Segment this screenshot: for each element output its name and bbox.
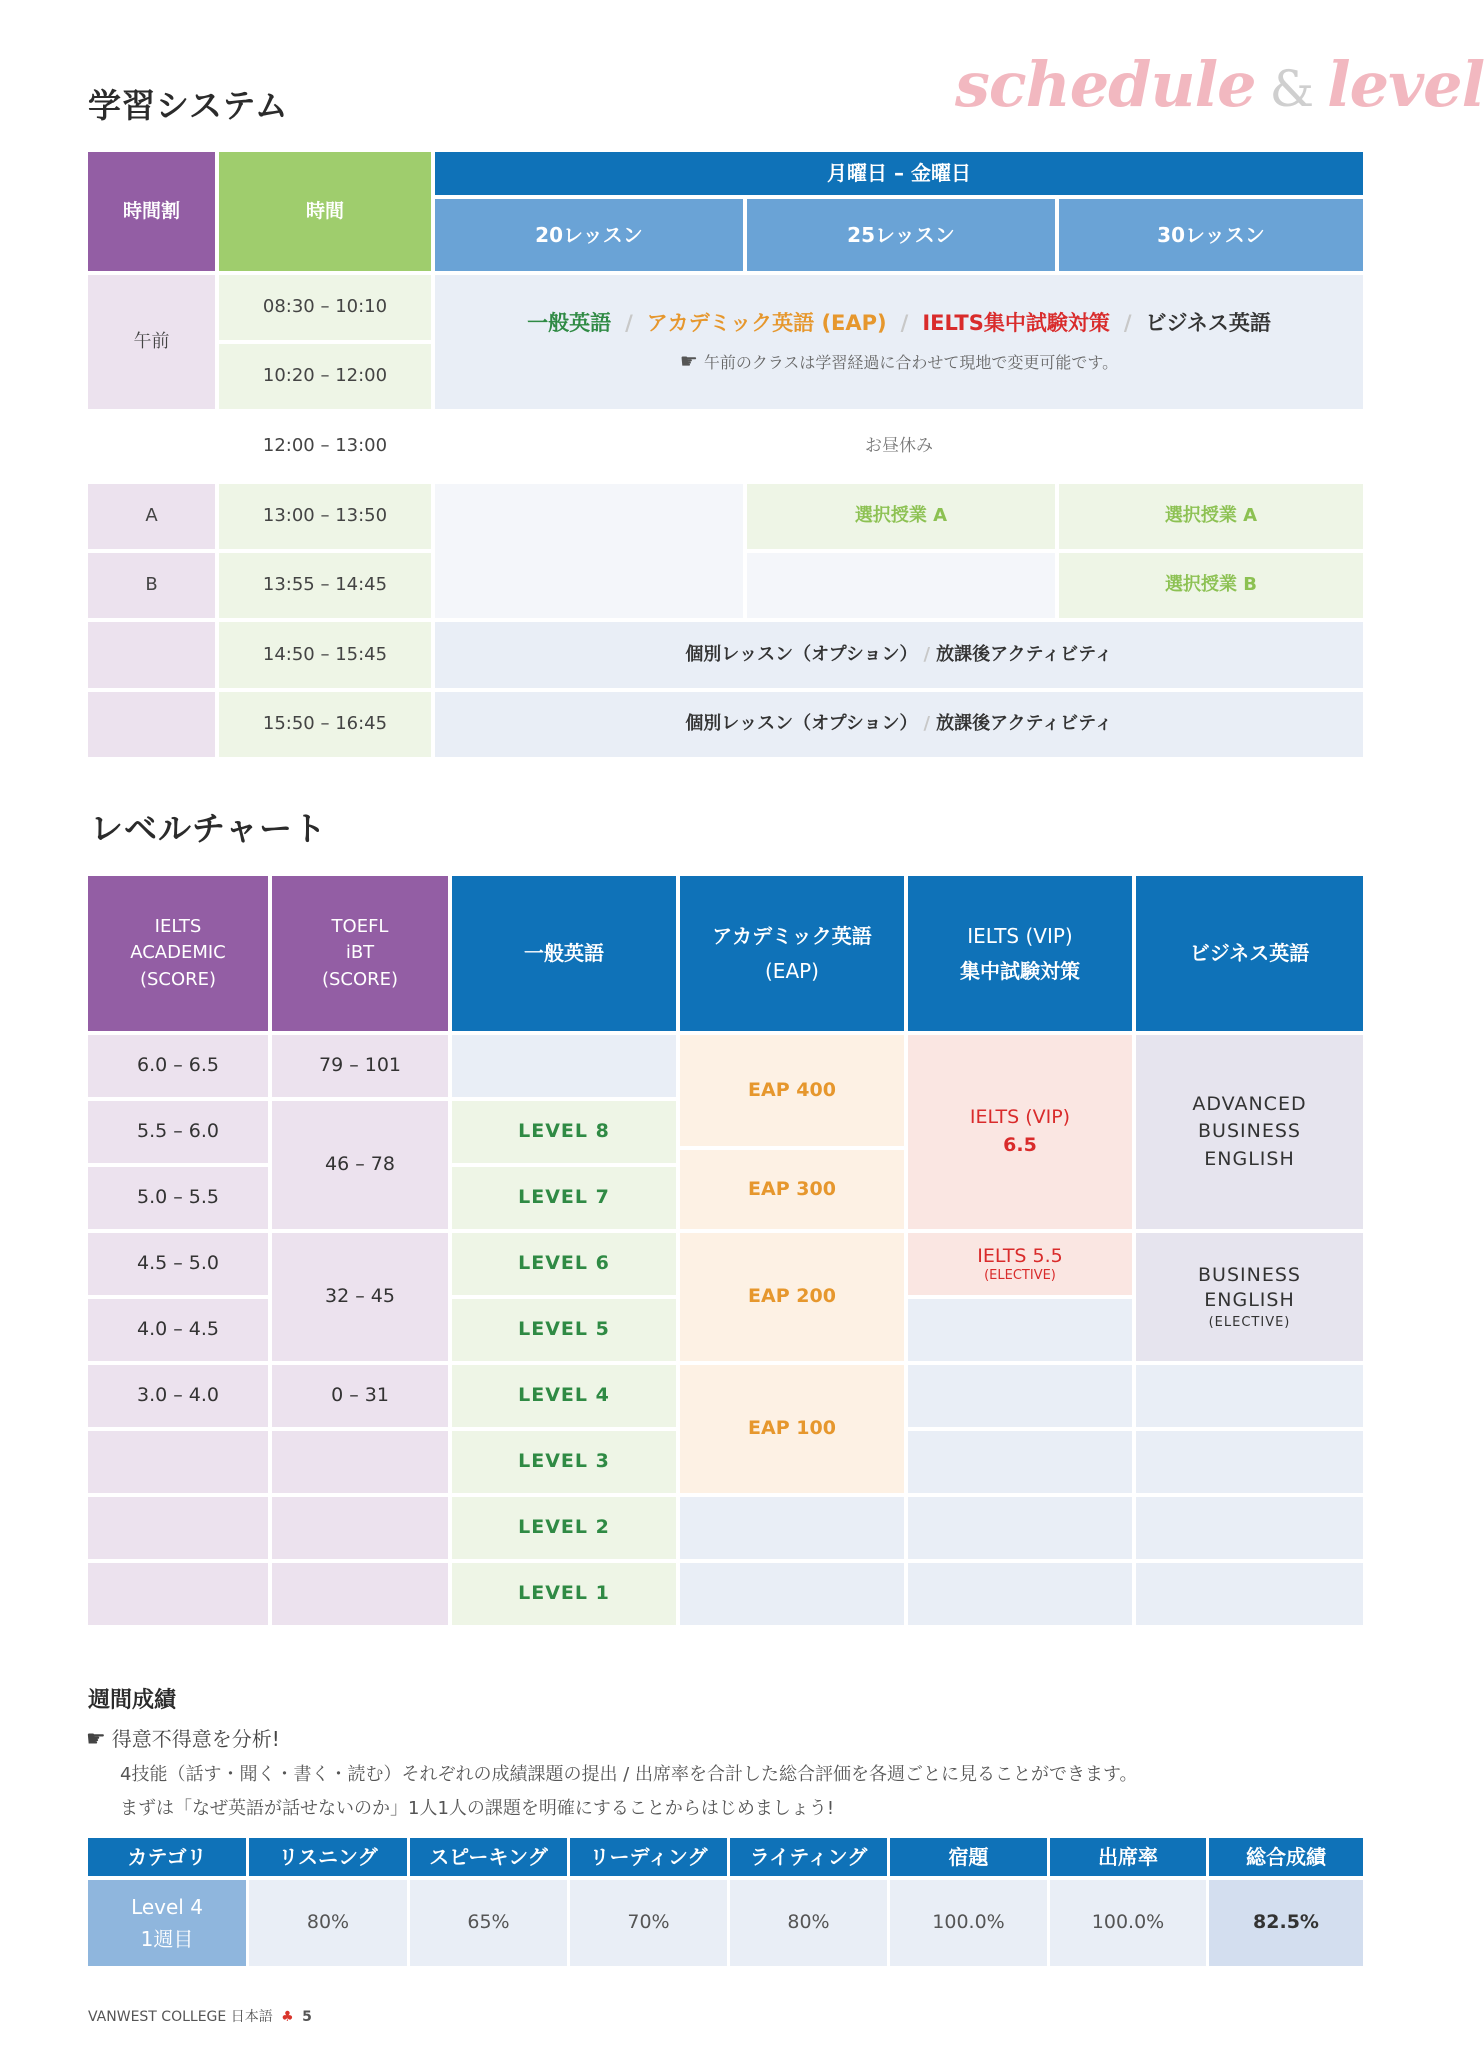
- business-blank: [1136, 1431, 1363, 1493]
- course-list: [527, 308, 1271, 338]
- toefl-score-blank: [272, 1431, 448, 1493]
- period-morning: 午前: [88, 275, 215, 409]
- ielts-vip-blank: [908, 1431, 1132, 1493]
- period-blank-1: [88, 622, 215, 688]
- wk-header-listening: リスニング: [249, 1838, 407, 1876]
- section-title-weekly: 週間成績: [88, 1688, 177, 1713]
- lunch-break: お昼休み: [865, 436, 933, 457]
- col-header-days: 月曜日 – 金曜日: [435, 152, 1363, 195]
- ielts-score-blank: [88, 1563, 268, 1625]
- activity-separator: /: [923, 713, 931, 735]
- ielts-vip-score: 6.5: [1003, 1134, 1037, 1156]
- private-lesson-label: 個別レッスン（オプション）: [685, 643, 918, 665]
- wk-value-reading: 70%: [570, 1880, 727, 1966]
- ielts-vip-header-line2: 集中試験対策: [960, 958, 1080, 983]
- wk-value-writing: 80%: [730, 1880, 887, 1966]
- after-school-label: 放課後アクティビティ: [936, 713, 1113, 735]
- business-blank: [1136, 1563, 1363, 1625]
- toefl-score-1: 79 – 101: [272, 1035, 448, 1097]
- ielts-header-line3: (SCORE): [139, 968, 217, 990]
- col-header-ielts-vip: [908, 876, 1132, 1031]
- general-level-6: LEVEL 6: [452, 1233, 676, 1295]
- wk-header-category: カテゴリ: [88, 1838, 246, 1876]
- eap-200: EAP 200: [680, 1233, 904, 1361]
- ielts-elective-label: IELTS 5.5: [977, 1244, 1063, 1267]
- wk-level-label: Level 4: [131, 1895, 203, 1919]
- ielts-vip-blank: [908, 1365, 1132, 1427]
- wk-value-speaking: 65%: [410, 1880, 567, 1966]
- toefl-header-line3: (SCORE): [321, 968, 399, 990]
- wk-value-listening: 80%: [249, 1880, 407, 1966]
- ielts-vip-label: IELTS (VIP): [969, 1106, 1071, 1129]
- section-title-level-chart: レベルチャート: [90, 809, 328, 848]
- weekly-desc-1: 4技能（話す・聞く・書く・読む）それぞれの成績課題の提出 / 出席率を合計した総合評価を各週ごとに見ることができます。: [120, 1764, 1138, 1785]
- period-b: B: [88, 553, 215, 618]
- ielts-score-blank: [88, 1431, 268, 1493]
- toefl-header-line2: iBT: [345, 942, 375, 964]
- afternoon-activity-1: [435, 622, 1363, 688]
- toefl-score-4: 0 – 31: [272, 1365, 448, 1427]
- private-lesson-label: 個別レッスン（オプション）: [685, 713, 918, 735]
- logo-amp: &: [1269, 60, 1314, 118]
- elective-a-30: 選択授業 A: [1059, 484, 1363, 549]
- logo-schedule: schedule: [955, 48, 1256, 121]
- course-eap: アカデミック英語 (EAP): [646, 311, 887, 336]
- morning-note-row: [680, 347, 1118, 376]
- col-header-time: 時間: [219, 152, 431, 271]
- wk-value-attendance: 100.0%: [1050, 1880, 1206, 1966]
- wk-week-label: 1週目: [140, 1927, 194, 1951]
- general-level-1: LEVEL 1: [452, 1563, 676, 1625]
- eap-header-line2: (EAP): [765, 958, 819, 983]
- business-elective-tag: (ELECTIVE): [1208, 1314, 1291, 1330]
- time-slot-a: 13:00 – 13:50: [219, 484, 431, 549]
- toefl-score-blank: [272, 1497, 448, 1559]
- period-a: A: [88, 484, 215, 549]
- toefl-score-2: 46 – 78: [272, 1101, 448, 1229]
- eap-300: EAP 300: [680, 1150, 904, 1229]
- general-blank: [452, 1035, 676, 1097]
- weekly-desc-2: まずは「なぜ英語が話せないのか」1人1人の課題を明確にすることからはじめましょう!: [120, 1798, 835, 1819]
- general-level-7: LEVEL 7: [452, 1167, 676, 1229]
- ielts-elective-55: [908, 1233, 1132, 1295]
- general-level-4: LEVEL 4: [452, 1365, 676, 1427]
- business-advanced: [1136, 1035, 1363, 1229]
- schedule-level-logo: [955, 48, 1484, 121]
- col-header-20-lessons: 20レッスン: [435, 199, 743, 271]
- elective-b-30: 選択授業 B: [1059, 553, 1363, 618]
- col-header-general: 一般英語: [452, 876, 676, 1031]
- col-header-period: 時間割: [88, 152, 215, 271]
- wk-header-reading: リーディング: [570, 1838, 727, 1876]
- col-header-eap: [680, 876, 904, 1031]
- course-ielts: IELTS集中試験対策: [922, 311, 1110, 336]
- business-line2: ENGLISH: [1204, 1289, 1295, 1312]
- ielts-score-blank: [88, 1497, 268, 1559]
- col-header-30-lessons: 30レッスン: [1059, 199, 1363, 271]
- general-level-5: LEVEL 5: [452, 1299, 676, 1361]
- course-general: 一般英語: [527, 311, 612, 336]
- business-adv-line1: ADVANCED: [1192, 1092, 1307, 1115]
- business-line1: BUSINESS: [1198, 1263, 1301, 1286]
- ielts-vip-header-line1: IELTS (VIP): [967, 923, 1073, 948]
- course-separator: /: [1123, 311, 1132, 336]
- toefl-score-3: 32 – 45: [272, 1233, 448, 1361]
- eap-header-line1: アカデミック英語: [712, 923, 872, 948]
- section-title-schedule: 学習システム: [88, 86, 289, 125]
- maple-leaf-icon: ♣: [281, 2009, 294, 2025]
- wk-value-total: 82.5%: [1209, 1880, 1363, 1966]
- business-adv-line2: BUSINESS: [1198, 1120, 1301, 1143]
- footer-brand: VANWEST COLLEGE 日本語: [88, 2009, 273, 2025]
- general-level-8: LEVEL 8: [452, 1101, 676, 1163]
- empty-20-lessons-ab: [435, 484, 743, 618]
- col-header-business: ビジネス英語: [1136, 876, 1363, 1031]
- wk-category-level: [88, 1880, 246, 1966]
- general-level-3: LEVEL 3: [452, 1431, 676, 1493]
- ielts-header-line1: IELTS: [154, 916, 202, 938]
- course-separator: /: [900, 311, 909, 336]
- ielts-vip-blank: [908, 1299, 1132, 1361]
- business-blank: [1136, 1497, 1363, 1559]
- ielts-score-3: 5.0 – 5.5: [88, 1167, 268, 1229]
- general-level-2: LEVEL 2: [452, 1497, 676, 1559]
- eap-400: EAP 400: [680, 1035, 904, 1146]
- ielts-vip-blank: [908, 1497, 1132, 1559]
- ielts-score-6: 3.0 – 4.0: [88, 1365, 268, 1427]
- page-number: 5: [302, 2009, 312, 2025]
- course-separator: /: [625, 311, 633, 336]
- eap-blank: [680, 1563, 904, 1625]
- business-blank: [1136, 1365, 1363, 1427]
- elective-a-25: 選択授業 A: [747, 484, 1055, 549]
- wk-header-speaking: スピーキング: [410, 1838, 567, 1876]
- morning-note: 午前のクラスは学習経過に合わせて現地で変更可能です。: [703, 352, 1119, 372]
- time-slot-7: 15:50 – 16:45: [219, 692, 431, 757]
- ielts-score-2: 5.5 – 6.0: [88, 1101, 268, 1163]
- col-header-ielts: [88, 876, 268, 1031]
- ielts-score-1: 6.0 – 6.5: [88, 1035, 268, 1097]
- pointing-hand-icon: ☛: [86, 1727, 106, 1752]
- time-slot-2: 10:20 – 12:00: [219, 344, 431, 409]
- ielts-score-4: 4.5 – 5.0: [88, 1233, 268, 1295]
- ielts-vip-blank: [908, 1563, 1132, 1625]
- time-slot-1: 08:30 – 10:10: [219, 275, 431, 340]
- time-slot-b: 13:55 – 14:45: [219, 553, 431, 618]
- col-header-toefl: [272, 876, 448, 1031]
- wk-header-total: 総合成績: [1209, 1838, 1363, 1876]
- col-header-25-lessons: 25レッスン: [747, 199, 1055, 271]
- time-slot-6: 14:50 – 15:45: [219, 622, 431, 688]
- wk-header-writing: ライティング: [730, 1838, 887, 1876]
- wk-header-homework: 宿題: [890, 1838, 1047, 1876]
- afternoon-activity-2: [435, 692, 1363, 757]
- toefl-score-blank: [272, 1563, 448, 1625]
- eap-100: EAP 100: [680, 1365, 904, 1493]
- after-school-label: 放課後アクティビティ: [936, 643, 1113, 665]
- ielts-score-5: 4.0 – 4.5: [88, 1299, 268, 1361]
- toefl-header-line1: TOEFL: [331, 916, 389, 938]
- weekly-lead-row: [86, 1723, 280, 1752]
- business-elective: [1136, 1233, 1363, 1361]
- footer: [88, 2006, 312, 2026]
- activity-separator: /: [923, 643, 931, 665]
- wk-value-homework: 100.0%: [890, 1880, 1047, 1966]
- period-blank-2: [88, 692, 215, 757]
- wk-header-attendance: 出席率: [1050, 1838, 1206, 1876]
- morning-courses: [435, 275, 1363, 409]
- ielts-header-line2: ACADEMIC: [130, 942, 226, 964]
- logo-level: level: [1327, 48, 1484, 121]
- eap-blank: [680, 1497, 904, 1559]
- time-slot-lunch: 12:00 – 13:00: [262, 435, 388, 457]
- ielts-elective-tag: (ELECTIVE): [984, 1267, 1056, 1283]
- weekly-lead: 得意不得意を分析!: [111, 1727, 280, 1751]
- business-adv-line3: ENGLISH: [1204, 1147, 1295, 1170]
- empty-25-lessons-b: [747, 553, 1055, 618]
- pointing-hand-icon: ☛: [679, 348, 698, 373]
- course-business: ビジネス英語: [1145, 311, 1271, 336]
- ielts-vip-65: [908, 1035, 1132, 1229]
